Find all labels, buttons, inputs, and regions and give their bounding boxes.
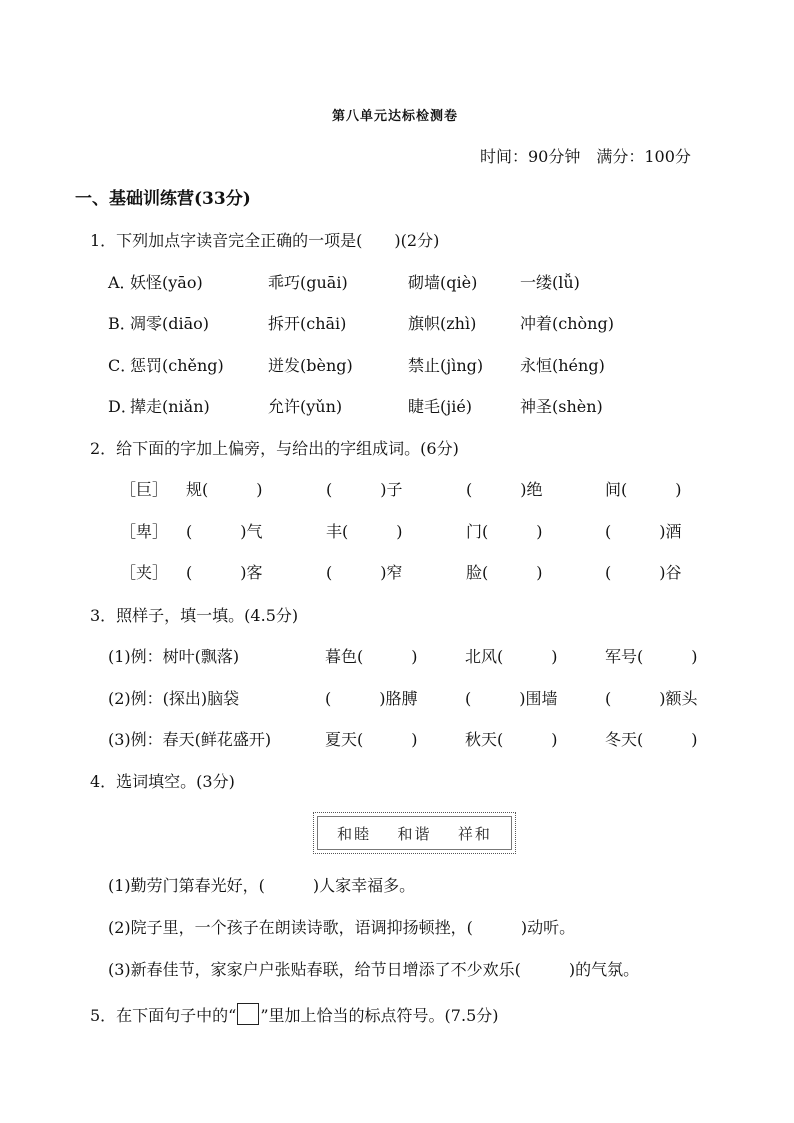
question-4-sentence: (1)勤劳门第春光好，( )人家幸福多。: [108, 876, 416, 895]
blank-square-icon: [237, 1003, 259, 1025]
example-item: (2)例：(探出)脑袋: [108, 689, 240, 708]
question-4-stem: 4．选词填空。(3分): [90, 772, 235, 791]
option-item: 迸发(bèng): [268, 356, 353, 375]
option-letter: B．: [108, 314, 136, 333]
fill-item: 冬天( ): [605, 730, 698, 749]
radical-key: ［夹］: [120, 563, 169, 582]
fill-item: 规( ): [186, 480, 263, 499]
fill-item: ( )绝: [466, 480, 543, 499]
question-4-sentence: (2)院子里，一个孩子在朗读诗歌，语调抑扬顿挫，( )动听。: [108, 918, 576, 937]
fill-item: 间( ): [605, 480, 682, 499]
option-item: 旗帜(zhì): [408, 314, 477, 333]
fill-item: 脸( ): [466, 563, 543, 582]
page-title: 第八单元达标检测卷: [332, 109, 459, 124]
option-item: 拆开(chāi): [268, 314, 347, 333]
fill-item: ( )子: [326, 480, 403, 499]
question-1-stem: 1．下列加点字读音完全正确的一项是( )(2分): [90, 231, 440, 250]
question-5-stem: [90, 1003, 499, 1025]
option-item: 允许(yǔn): [268, 397, 343, 416]
option-item: 永恒(héng): [520, 356, 605, 375]
option-item: 禁止(jìng): [408, 356, 484, 375]
radical-key: ［卑］: [120, 522, 169, 541]
fill-item: ( )客: [186, 563, 263, 582]
word-option: 祥和: [457, 824, 492, 843]
fill-item: 门( ): [466, 522, 543, 541]
option-item: 凋零(diāo): [130, 314, 210, 333]
option-item: 一缕(lǚ): [520, 273, 580, 292]
fill-item: ( )酒: [605, 522, 682, 541]
section-heading: 一、基础训练营(33分): [75, 189, 251, 209]
fill-item: ( )窄: [326, 563, 403, 582]
question-4-sentence: (3)新春佳节，家家户户张贴春联，给节日增添了不少欢乐( )的气氛。: [108, 960, 640, 979]
question-5-stem-before: 5．在下面句子中的“: [90, 1006, 237, 1025]
fill-item: 夏天( ): [325, 730, 418, 749]
word-option: 和谐: [397, 824, 432, 843]
option-letter: A．: [108, 273, 136, 292]
fill-item: 北风( ): [465, 647, 558, 666]
question-2-stem: 2．给下面的字加上偏旁，与给出的字组成词。(6分): [90, 439, 459, 458]
option-letter: C．: [108, 356, 137, 375]
fill-item: ( )额头: [605, 689, 698, 708]
fill-item: ( )谷: [605, 563, 682, 582]
option-letter: D．: [108, 397, 137, 416]
word-option: 和睦: [337, 824, 372, 843]
option-item: 冲着(chòng): [520, 314, 614, 333]
example-item: (1)例：树叶(飘落): [108, 647, 240, 666]
option-item: 神圣(shèn): [520, 397, 603, 416]
fill-item: ( )气: [186, 522, 263, 541]
word-choice-box: [313, 812, 516, 854]
example-item: (3)例：春天(鲜花盛开): [108, 730, 272, 749]
option-item: 妖怪(yāo): [130, 273, 203, 292]
exam-meta: 时间：90分钟 满分：100分: [480, 147, 691, 166]
radical-key: ［巨］: [120, 480, 169, 499]
option-item: 睫毛(jié): [408, 397, 473, 416]
fill-item: 丰( ): [326, 522, 403, 541]
fill-item: 秋天( ): [465, 730, 558, 749]
option-item: 撵走(niǎn): [130, 397, 210, 416]
fill-item: 暮色( ): [325, 647, 418, 666]
option-item: 乖巧(guāi): [268, 273, 348, 292]
fill-item: ( )胳膊: [325, 689, 418, 708]
question-5-stem-after: ”里加上恰当的标点符号。(7.5分): [260, 1006, 499, 1025]
option-item: 砌墙(qiè): [408, 273, 478, 292]
question-3-stem: 3．照样子，填一填。(4.5分): [90, 606, 299, 625]
fill-item: 军号( ): [605, 647, 698, 666]
option-item: 惩罚(chěng): [130, 356, 224, 375]
fill-item: ( )围墙: [465, 689, 558, 708]
